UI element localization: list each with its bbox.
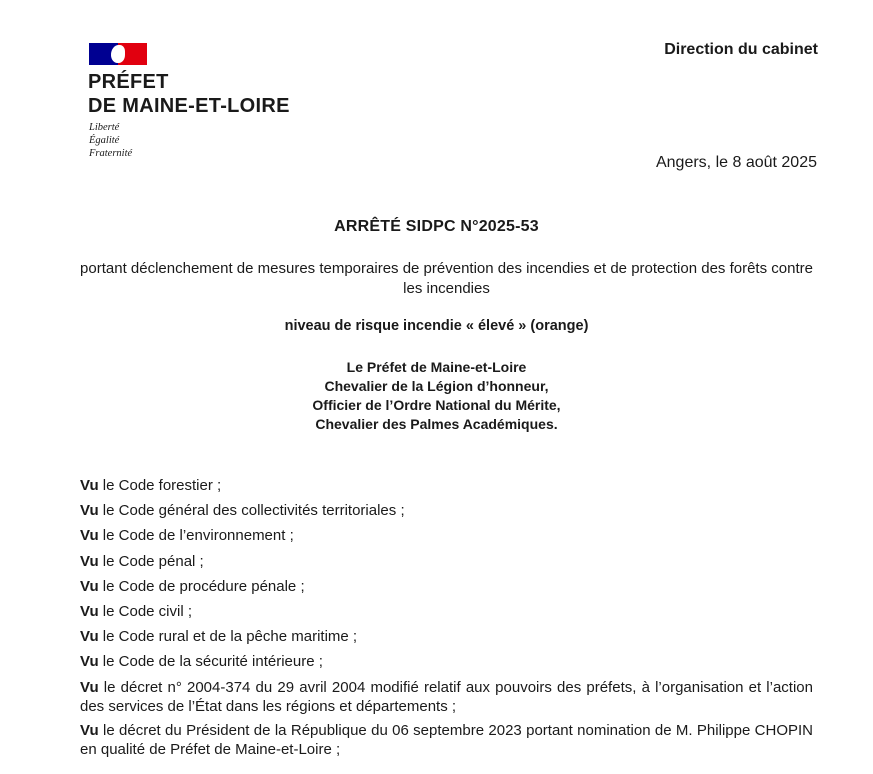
- motto-liberte: Liberté: [89, 122, 120, 133]
- prefect-title-2: Officier de l’Ordre National du Mérite,: [312, 397, 561, 413]
- vu-keyword: Vu: [80, 678, 99, 696]
- vu-item: [80, 721, 813, 759]
- vu-item: [80, 652, 813, 671]
- motto-fraternite: Fraternité: [89, 148, 133, 159]
- vu-keyword: Vu: [80, 721, 99, 739]
- vu-text: le Code pénal ;: [102, 552, 204, 570]
- vu-item: [80, 526, 813, 545]
- vu-text: le Code général des collectivités territoriales ;: [102, 502, 405, 520]
- vu-item: [80, 678, 813, 716]
- vu-keyword: Vu: [80, 552, 99, 570]
- arrete-title: ARRÊTÉ SIDPC N°2025-53: [334, 218, 539, 235]
- vu-text: le Code de la sécurité intérieure ;: [102, 653, 323, 671]
- vu-text: le décret du Président de la République du 06 septembre 2023 portant nomination de M. Philippe CHOPIN en qualité de Préfet de Maine-et-Loire ;: [80, 721, 813, 758]
- prefecture-name-line1: PRÉFET: [88, 71, 169, 93]
- marianne-logo: [89, 43, 147, 65]
- prefect-name: Le Préfet de Maine-et-Loire: [346, 359, 527, 375]
- vu-item: [80, 552, 813, 571]
- vu-item: [80, 577, 813, 596]
- vu-text: le Code forestier ;: [102, 477, 222, 494]
- vu-keyword: Vu: [80, 653, 99, 671]
- prefect-titles: [0, 358, 873, 434]
- prefecture-name-line2: DE MAINE-ET-LOIRE: [88, 95, 290, 117]
- prefect-title-3: Chevalier des Palmes Académiques.: [315, 416, 558, 432]
- vu-item: [80, 627, 813, 646]
- prefect-title-1: Chevalier de la Légion d’honneur,: [324, 378, 549, 394]
- vu-item: [80, 476, 813, 495]
- motto-egalite: Égalité: [89, 135, 120, 146]
- vu-keyword: Vu: [80, 577, 99, 595]
- vu-text: le Code civil ;: [102, 602, 192, 620]
- vu-text: le Code de l’environnement ;: [102, 527, 294, 545]
- vu-keyword: Vu: [80, 602, 99, 620]
- vu-text: le décret n° 2004-374 du 29 avril 2004 modifié relatif aux pouvoirs des préfets, à l’organisation et l’action des services de l’État dans les régions et départements ;: [80, 678, 813, 715]
- vu-text: le Code de procédure pénale ;: [102, 577, 305, 595]
- direction-label: Direction du cabinet: [664, 41, 818, 58]
- vu-keyword: Vu: [80, 502, 99, 520]
- vu-keyword: Vu: [80, 628, 99, 646]
- date-line: Angers, le 8 août 2025: [655, 154, 817, 171]
- vu-item: [80, 602, 813, 621]
- risk-level: niveau de risque incendie « élevé » (orange): [284, 318, 589, 334]
- republic-motto: [89, 121, 132, 160]
- vu-keyword: Vu: [80, 527, 99, 545]
- vu-item: [80, 501, 813, 520]
- vu-keyword: Vu: [80, 477, 99, 494]
- vu-text: le Code rural et de la pêche maritime ;: [102, 628, 358, 646]
- arrete-subtitle: portant déclenchement de mesures temporaires de prévention des incendies et de protection des forêts contre les incendies: [80, 260, 813, 297]
- marianne-profile-icon: [111, 45, 125, 63]
- vu-list: [80, 476, 813, 764]
- prefecture-name: [88, 70, 290, 118]
